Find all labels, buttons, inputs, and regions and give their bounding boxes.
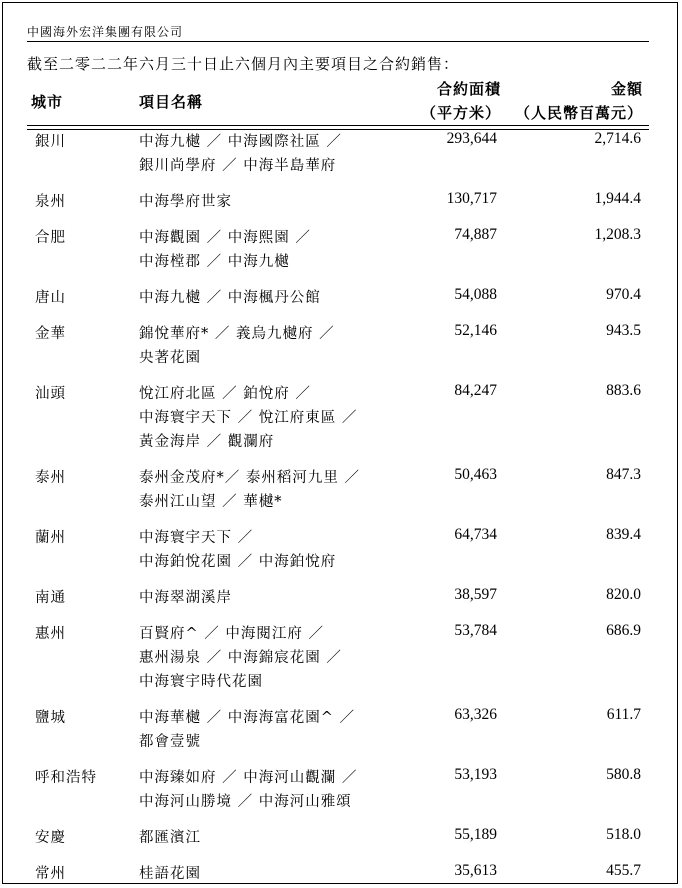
project-name-line: 中海寰宇天下 ／ — [139, 530, 254, 546]
column-header-area-line1: 合約面積 — [436, 80, 501, 98]
column-header-project: 項目名稱 — [139, 93, 204, 111]
document-page — [2, 2, 678, 884]
row-city: 呼和浩特 — [35, 770, 97, 786]
row-area: 54,088 — [454, 286, 497, 303]
row-area: 84,247 — [454, 382, 497, 399]
row-city: 金華 — [35, 326, 66, 342]
project-name-line: 中海翠湖溪岸 — [139, 590, 232, 606]
row-projects — [139, 322, 335, 370]
row-city: 泰州 — [35, 470, 66, 486]
row-amount: 580.8 — [606, 766, 641, 783]
project-name-line: 央著花園 — [139, 350, 201, 366]
project-name-line: 中海觀園 ／ 中海熙園 ／ — [139, 230, 311, 246]
project-name-line: 桂語花園 — [139, 866, 201, 882]
row-amount: 1,208.3 — [594, 226, 641, 243]
project-name-line: 中海華樾 ／ 中海海富花園^ ／ — [139, 710, 355, 726]
project-name-line: 泰州金茂府*／ 泰州稻河九里 ／ — [139, 470, 360, 486]
project-name-line: 錦悅華府* ／ 義烏九樾府 ／ — [139, 326, 335, 342]
row-amount: 611.7 — [606, 706, 641, 723]
project-name-line: 悅江府北區 ／ 鉑悅府 ／ — [139, 386, 311, 402]
row-city: 惠州 — [35, 626, 66, 642]
row-projects — [139, 130, 342, 178]
row-amount: 1,944.4 — [594, 190, 641, 207]
row-projects — [139, 286, 321, 310]
table-top-rule — [27, 125, 649, 126]
row-amount: 970.4 — [606, 286, 641, 303]
row-projects — [139, 706, 355, 754]
row-city: 銀川 — [35, 134, 66, 150]
row-area: 64,734 — [454, 526, 497, 543]
row-city: 合肥 — [35, 230, 66, 246]
project-name-line: 中海樘郡 ／ 中海九樾 — [139, 254, 290, 270]
row-amount: 2,714.6 — [594, 130, 641, 147]
row-area: 53,193 — [454, 766, 497, 783]
project-name-line: 中海九樾 ／ 中海楓丹公館 — [139, 290, 321, 306]
row-area: 50,463 — [454, 466, 497, 483]
row-projects — [139, 586, 232, 610]
row-amount: 839.4 — [606, 526, 641, 543]
row-area: 35,613 — [454, 862, 497, 879]
row-area: 74,887 — [454, 226, 497, 243]
project-name-line: 銀川尚學府 ／ 中海半島華府 — [139, 158, 337, 174]
project-name-line: 泰州江山望 ／ 華樾* — [139, 494, 283, 510]
row-amount: 943.5 — [606, 322, 641, 339]
row-projects — [139, 226, 311, 274]
project-name-line: 黃金海岸 ／ 觀瀾府 — [139, 434, 275, 450]
row-area: 52,146 — [454, 322, 497, 339]
project-name-line: 中海學府世家 — [139, 194, 232, 210]
row-amount: 686.9 — [606, 622, 641, 639]
row-city: 常州 — [35, 866, 66, 882]
row-city: 蘭州 — [35, 530, 66, 546]
row-city: 泉州 — [35, 194, 66, 210]
column-header-amount-line2: （人民幣百萬元） — [514, 104, 643, 122]
project-name-line: 中海寰宇天下 ／ 悅江府東區 ／ — [139, 410, 358, 426]
row-amount: 455.7 — [606, 862, 641, 879]
row-amount: 883.6 — [606, 382, 641, 399]
column-header-city: 城市 — [31, 93, 64, 111]
row-projects — [139, 766, 357, 814]
column-header-amount-line1: 金額 — [610, 80, 643, 98]
row-city: 鹽城 — [35, 710, 66, 726]
project-name-line: 中海鉑悅花園 ／ 中海鉑悅府 — [139, 554, 337, 570]
row-area: 293,644 — [446, 130, 497, 147]
project-name-line: 百賢府^ ／ 中海閱江府 ／ — [139, 626, 324, 642]
row-projects — [139, 826, 201, 850]
project-name-line: 中海寰宇時代花園 — [139, 674, 263, 690]
row-amount: 820.0 — [606, 586, 641, 603]
row-projects — [139, 526, 336, 574]
project-name-line: 惠州湯泉 ／ 中海錦宸花園 ／ — [139, 650, 342, 666]
row-amount: 518.0 — [606, 826, 641, 843]
intro-text: 截至二零二二年六月三十日止六個月內主要項目之合約銷售： — [27, 55, 460, 73]
column-header-area — [421, 77, 501, 125]
row-area: 38,597 — [454, 586, 497, 603]
project-name-line: 都匯濱江 — [139, 830, 201, 846]
company-name: 中國海外宏洋集團有限公司 — [27, 25, 184, 39]
row-city: 汕頭 — [35, 386, 66, 402]
row-area: 53,784 — [454, 622, 497, 639]
row-projects — [139, 622, 342, 694]
project-name-line: 中海臻如府 ／ 中海河山觀瀾 ／ — [139, 770, 358, 786]
row-projects — [139, 190, 232, 214]
row-city: 南通 — [35, 590, 66, 606]
project-name-line: 都會壹號 — [139, 734, 201, 750]
row-amount: 847.3 — [606, 466, 641, 483]
row-area: 63,326 — [454, 706, 497, 723]
row-area: 55,189 — [454, 826, 497, 843]
project-name-line: 中海九樾 ／ 中海國際社區 ／ — [139, 134, 342, 150]
column-header-area-line2: （平方米） — [420, 104, 501, 122]
row-projects — [139, 862, 201, 886]
row-area: 130,717 — [446, 190, 497, 207]
header-rule — [27, 41, 649, 42]
row-projects — [139, 382, 357, 454]
row-projects — [139, 466, 360, 514]
row-city: 唐山 — [35, 290, 66, 306]
column-header-amount — [515, 77, 643, 125]
row-city: 安慶 — [35, 830, 66, 846]
project-name-line: 中海河山勝境 ／ 中海河山雅頌 — [139, 794, 352, 810]
